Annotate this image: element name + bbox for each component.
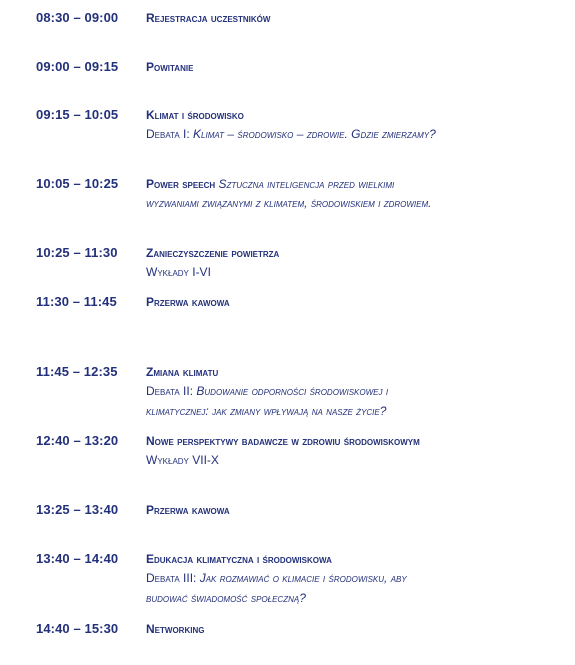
session-title: Przerwa kawowa bbox=[146, 503, 230, 517]
session-title: Edukacja klimatyczna i środowiskowa bbox=[146, 552, 332, 566]
session-subtitle-line-2 bbox=[146, 588, 566, 608]
session-title: Przerwa kawowa bbox=[146, 295, 230, 309]
session-title: Zanieczyszczenie powietrza bbox=[146, 246, 280, 260]
session-time: 11:45 – 12:35 bbox=[36, 364, 118, 379]
session-time: 14:40 – 15:30 bbox=[36, 621, 119, 636]
session-title: Powitanie bbox=[146, 60, 194, 74]
session-content bbox=[146, 433, 566, 470]
session-content bbox=[146, 502, 566, 519]
session-time: 09:00 – 09:15 bbox=[36, 59, 119, 74]
session-title: Zmiana klimatu bbox=[146, 365, 219, 379]
session-subtitle-topic: klimatycznej: jak zmiany wpływają na nasze życie? bbox=[146, 404, 387, 418]
session-subtitle bbox=[146, 193, 566, 213]
session-title: Rejestracja uczestników bbox=[146, 11, 271, 25]
session-content bbox=[146, 621, 566, 638]
session-subtitle bbox=[146, 124, 566, 144]
session-subtitle-line-2 bbox=[146, 401, 566, 421]
session-subtitle-topic: wyzwaniami związanymi z klimatem, środowiskiem i zdrowiem. bbox=[146, 196, 432, 210]
session-time: 08:30 – 09:00 bbox=[36, 10, 119, 25]
session-title bbox=[146, 176, 566, 193]
session-subtitle: Wykłady VII-X bbox=[146, 453, 219, 467]
session-subtitle-topic: budować świadomość społeczną? bbox=[146, 591, 306, 605]
session-content bbox=[146, 59, 566, 76]
session-content bbox=[146, 551, 566, 608]
session-time: 12:40 – 13:20 bbox=[36, 433, 119, 448]
session-content bbox=[146, 176, 566, 213]
session-subtitle-prefix: Debata III: bbox=[146, 571, 200, 585]
session-content bbox=[146, 245, 566, 282]
session-title-topic: Sztuczna inteligencja przed wielkimi bbox=[215, 177, 395, 191]
session-time: 11:30 – 11:45 bbox=[36, 294, 117, 309]
session-subtitle bbox=[146, 568, 566, 588]
session-content bbox=[146, 364, 566, 421]
session-content bbox=[146, 107, 566, 144]
session-title: Klimat i środowisko bbox=[146, 108, 244, 122]
session-subtitle-topic: Klimat – środowisko – zdrowie. Gdzie zmierzamy? bbox=[193, 127, 436, 141]
session-time: 13:25 – 13:40 bbox=[36, 502, 119, 517]
session-time: 10:05 – 10:25 bbox=[36, 176, 119, 191]
session-subtitle-prefix: Debata II: bbox=[146, 384, 197, 398]
session-subtitle-topic: Budowanie odporności środowiskowej i bbox=[196, 384, 389, 398]
session-time: 09:15 – 10:05 bbox=[36, 107, 119, 122]
session-title: Nowe perspektywy badawcze w zdrowiu środowiskowym bbox=[146, 434, 420, 448]
session-time: 13:40 – 14:40 bbox=[36, 551, 119, 566]
session-title-main: Power speech bbox=[146, 177, 216, 191]
session-subtitle-topic: Jak rozmawiać o klimacie i środowisku, aby bbox=[199, 571, 407, 585]
session-subtitle bbox=[146, 381, 566, 401]
session-content bbox=[146, 10, 566, 27]
session-subtitle: Wykłady I-VI bbox=[146, 265, 211, 279]
session-content bbox=[146, 294, 566, 311]
session-title: Networking bbox=[146, 622, 205, 636]
session-subtitle-prefix: Debata I: bbox=[146, 127, 194, 141]
session-time: 10:25 – 11:30 bbox=[36, 245, 118, 260]
